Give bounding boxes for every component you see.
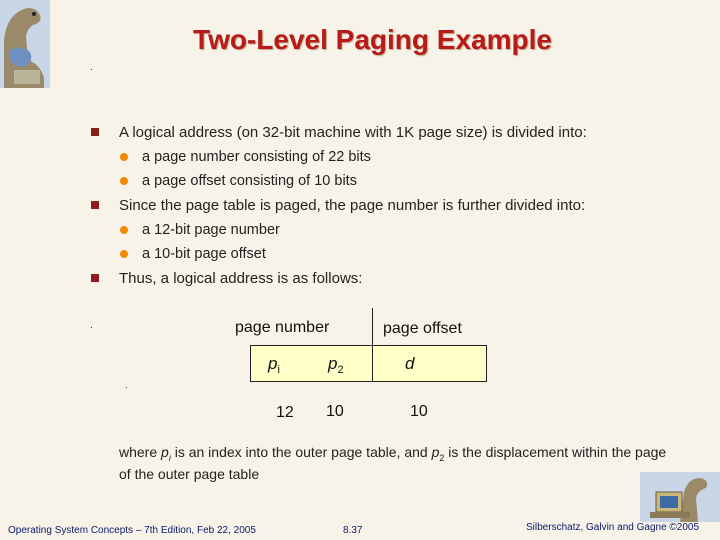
sub-bullet-text: a 10-bit page offset	[142, 246, 266, 262]
field-divider	[372, 345, 373, 382]
bullet-text: Thus, a logical address is as follows:	[119, 270, 363, 287]
logical-address-box	[250, 345, 487, 382]
stray-dot: .	[90, 320, 93, 331]
footer-right: Silberschatz, Galvin and Gagne ©2005	[526, 522, 700, 533]
bullet-text: A logical address (on 32-bit machine with 1K page size) is divided into:	[119, 124, 587, 141]
square-bullet-icon	[91, 201, 99, 209]
sub-bullet-text: a page number consisting of 22 bits	[142, 149, 371, 165]
bits-p1: 12	[276, 404, 294, 421]
field-p2: $p_2$	[328, 354, 344, 376]
bits-p2: 10	[326, 403, 344, 420]
circle-bullet-icon	[120, 250, 128, 258]
bits-d: 10	[410, 403, 428, 420]
page-number: 8.37	[343, 525, 363, 536]
field-d: d	[405, 354, 415, 373]
field-p1: $p_i$	[268, 354, 280, 376]
page-title: Two-Level Paging Example	[193, 24, 552, 55]
circle-bullet-icon	[120, 226, 128, 234]
stray-dot: .	[125, 380, 128, 391]
circle-bullet-icon	[120, 153, 128, 161]
explanation-note: where $p_i$ is an index into the outer page table, and $p_2$ is the displacement within the page of the outer page table	[119, 444, 667, 482]
label-divider	[372, 308, 373, 346]
square-bullet-icon	[91, 274, 99, 282]
page-number-label: page number	[235, 319, 330, 336]
sub-bullet-text: a page offset consisting of 10 bits	[142, 173, 357, 189]
circle-bullet-icon	[120, 177, 128, 185]
square-bullet-icon	[91, 128, 99, 136]
page-offset-label: page offset	[383, 320, 462, 337]
sub-bullet-text: a 12-bit page number	[142, 222, 280, 238]
bullet-text: Since the page table is paged, the page number is further divided into:	[119, 197, 586, 214]
footer-left: Operating System Concepts – 7th Edition, Feb 22, 2005	[8, 525, 256, 536]
stray-dot: .	[90, 62, 93, 73]
